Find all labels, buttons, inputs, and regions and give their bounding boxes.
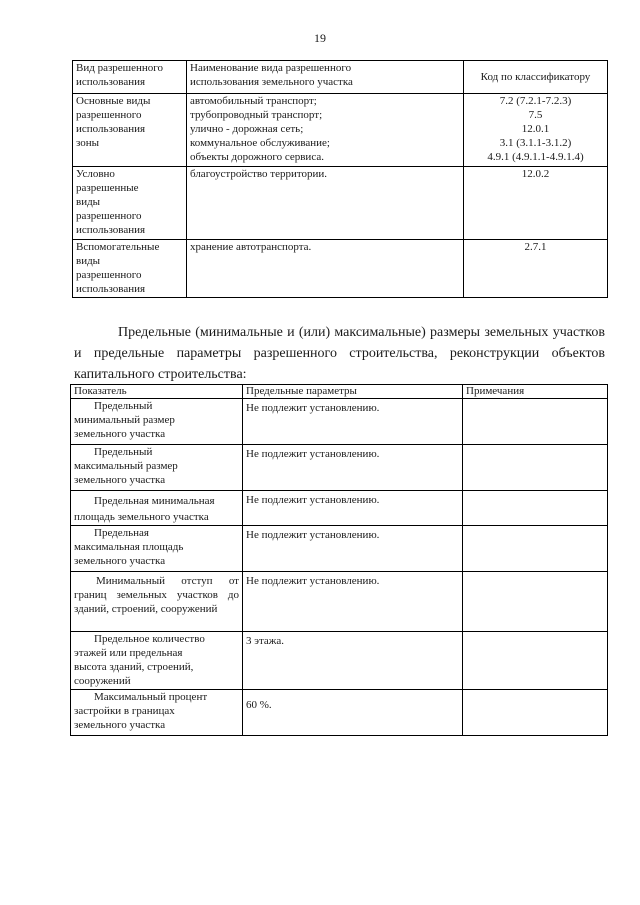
indicator-cell: Предельный минимальный размер земельного участка bbox=[71, 399, 243, 445]
header-use-type: Вид разрешенного использования bbox=[73, 61, 187, 94]
parameter-value-cell: Не подлежит установлению. bbox=[243, 572, 463, 632]
page-number: 19 bbox=[314, 31, 326, 45]
limits-paragraph: Предельные (минимальные и (или) максимальные) размеры земельных участков и предельные параметры разрешенного строительства, реконструкции объектов капитального строительства: bbox=[74, 325, 605, 382]
table-row bbox=[71, 445, 608, 491]
limit-parameters-table bbox=[70, 384, 608, 736]
note-cell bbox=[463, 526, 608, 572]
note-cell bbox=[463, 491, 608, 526]
indicator-cell: Предельная минимальная площадь земельного участка bbox=[71, 491, 243, 526]
parameter-value-cell: Не подлежит установлению. bbox=[243, 399, 463, 445]
indicator-cell: Минимальный отступ от границ земельных участков до зданий, строений, сооружений bbox=[71, 572, 243, 632]
use-names-cell: автомобильный транспорт; трубопроводный транспорт; улично - дорожная сеть; коммунальное обслуживание; объекты дорожного сервиса. bbox=[187, 94, 464, 167]
permitted-uses-table bbox=[72, 60, 608, 298]
use-category-cell: Условно разрешенные виды разрешенного использования bbox=[73, 167, 187, 240]
table-row bbox=[71, 690, 608, 736]
use-names-cell: хранение автотранспорта. bbox=[187, 240, 464, 298]
note-cell bbox=[463, 399, 608, 445]
indicator-cell: Предельный максимальный размер земельного участка bbox=[71, 445, 243, 491]
table-row bbox=[71, 632, 608, 690]
use-names-cell: благоустройство территории. bbox=[187, 167, 464, 240]
use-category-cell: Вспомогательные виды разрешенного использования bbox=[73, 240, 187, 298]
table-row bbox=[73, 240, 608, 298]
note-cell bbox=[463, 445, 608, 491]
parameter-value-cell: Не подлежит установлению. bbox=[243, 491, 463, 526]
indicator-cell: Предельная максимальная площадь земельного участка bbox=[71, 526, 243, 572]
parameter-value-cell: 3 этажа. bbox=[243, 632, 463, 690]
parameter-value-cell: Не подлежит установлению. bbox=[243, 445, 463, 491]
header-notes: Примечания bbox=[463, 385, 608, 399]
use-codes-cell: 7.2 (7.2.1-7.2.3) 7.5 12.0.1 3.1 (3.1.1-3.1.2) 4.9.1 (4.9.1.1-4.9.1.4) bbox=[464, 94, 608, 167]
table-row bbox=[71, 399, 608, 445]
header-parameters: Предельные параметры bbox=[243, 385, 463, 399]
header-use-name: Наименование вида разрешенного использования земельного участка bbox=[187, 61, 464, 94]
note-cell bbox=[463, 572, 608, 632]
table-header-row bbox=[71, 385, 608, 399]
table-row bbox=[73, 94, 608, 167]
note-cell bbox=[463, 690, 608, 736]
use-category-cell: Основные виды разрешенного использования зоны bbox=[73, 94, 187, 167]
table-header-row bbox=[73, 61, 608, 94]
table-row bbox=[71, 572, 608, 632]
table-row bbox=[71, 526, 608, 572]
use-codes-cell: 12.0.2 bbox=[464, 167, 608, 240]
use-codes-cell: 2.7.1 bbox=[464, 240, 608, 298]
table-row bbox=[73, 167, 608, 240]
header-indicator: Показатель bbox=[71, 385, 243, 399]
header-code: Код по классификатору bbox=[464, 61, 608, 94]
indicator-cell: Максимальный процент застройки в границах земельного участка bbox=[71, 690, 243, 736]
indicator-cell: Предельное количество этажей или предельная высота зданий, строений, сооружений bbox=[71, 632, 243, 690]
parameter-value-cell: Не подлежит установлению. bbox=[243, 526, 463, 572]
parameter-value-cell: 60 %. bbox=[243, 690, 463, 736]
table-row bbox=[71, 491, 608, 526]
note-cell bbox=[463, 632, 608, 690]
